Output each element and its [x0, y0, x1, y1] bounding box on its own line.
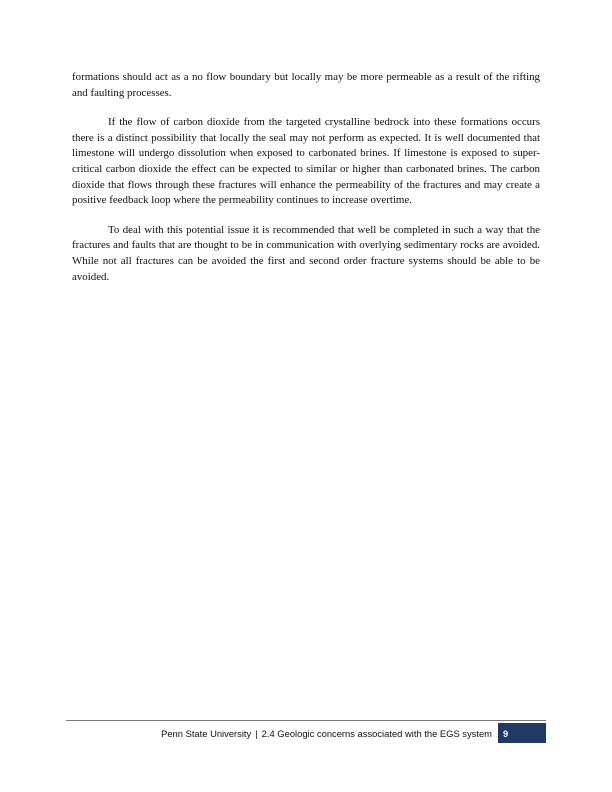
- footer-text: [161, 728, 492, 739]
- page-number: 9: [503, 727, 509, 739]
- paragraph-co2-flow: If the flow of carbon dioxide from the targeted crystalline bedrock into these formations occurs there is a distinct possibility that locally the seal may not perform as expected. It is well documented that limestone will undergo dissolution when exposed to carbonated brines. If limestone is exposed to super-critical carbon dioxide the effect can be expected to similar or higher than carbonated brines. The carbon dioxide that flows through these fractures will enhance the permeability of the fractures and may create a positive feedback loop where the permeability continues to increase overtime.: [72, 115, 540, 207]
- paragraph-continuation: formations should act as a no flow boundary but locally may be more permeable as a result of the rifting and faulting processes.: [72, 71, 540, 99]
- footer-organization: Penn State University: [161, 727, 252, 739]
- body-text: [72, 70, 540, 299]
- footer-divider: [66, 720, 546, 721]
- footer-separator: |: [255, 727, 258, 739]
- page-number-badge: [498, 723, 546, 743]
- paragraph-recommendation: To deal with this potential issue it is recommended that well be completed in such a way that the fractures and faults that are thought to be in communication with overlying sedimentary rocks are avoided. While not all fractures can be avoided the first and second order fracture systems should be able to be avoided.: [72, 223, 540, 283]
- footer-section-title: 2.4 Geologic concerns associated with the EGS system: [261, 727, 492, 739]
- page-footer: [66, 723, 546, 743]
